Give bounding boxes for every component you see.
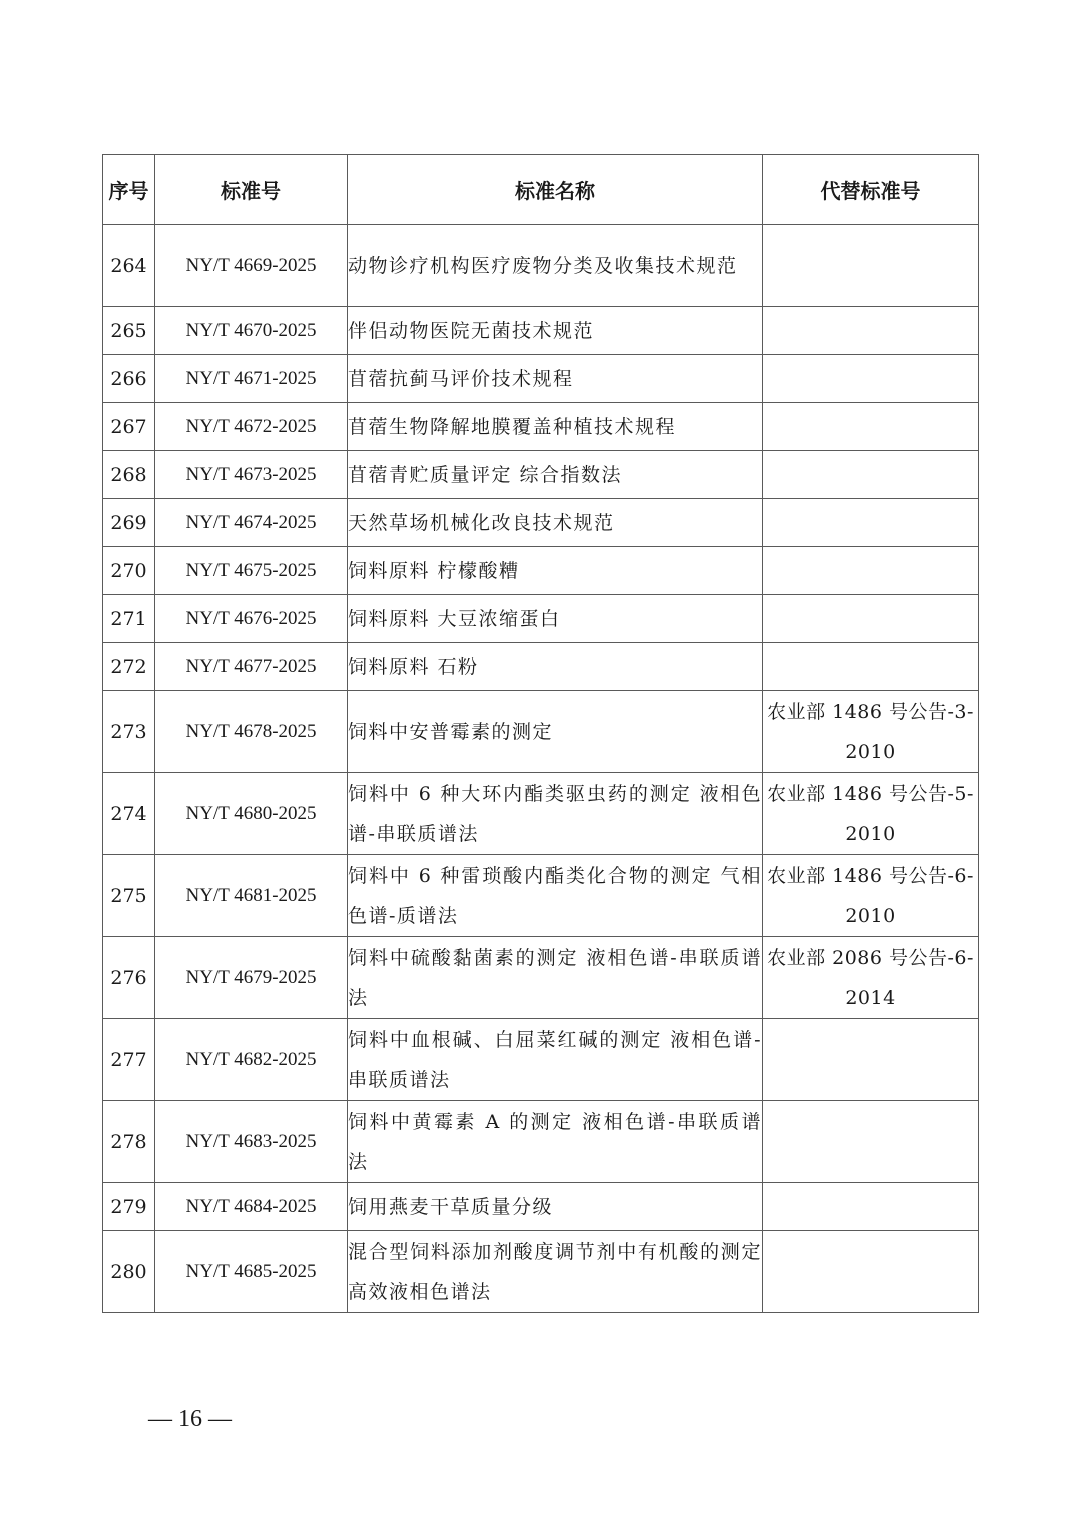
table-row [103,855,979,937]
cell-serial-no: 278 [103,1101,155,1183]
cell-replaced-standard [763,1019,979,1101]
cell-replaced-standard [763,1183,979,1231]
cell-standard-name: 饲料中血根碱、白屈菜红碱的测定 液相色谱-串联质谱法 [348,1019,763,1101]
cell-standard-code: NY/T 4680-2025 [155,773,348,855]
cell-standard-name: 苜蓿青贮质量评定 综合指数法 [348,451,763,499]
table-row [103,1231,979,1313]
cell-standard-code: NY/T 4678-2025 [155,691,348,773]
cell-standard-code: NY/T 4683-2025 [155,1101,348,1183]
cell-standard-code: NY/T 4679-2025 [155,937,348,1019]
cell-standard-name: 饲料中黄霉素 A 的测定 液相色谱-串联质谱法 [348,1101,763,1183]
cell-standard-code: NY/T 4676-2025 [155,595,348,643]
cell-serial-no: 274 [103,773,155,855]
cell-standard-name: 混合型饲料添加剂酸度调节剂中有机酸的测定 高效液相色谱法 [348,1231,763,1313]
table-row [103,307,979,355]
cell-serial-no: 272 [103,643,155,691]
cell-serial-no: 276 [103,937,155,1019]
cell-replaced-standard [763,1101,979,1183]
cell-standard-name: 饲料中 6 种雷琐酸内酯类化合物的测定 气相色谱-质谱法 [348,855,763,937]
table-row [103,451,979,499]
cell-replaced-standard [763,451,979,499]
cell-replaced-standard [763,1231,979,1313]
cell-replaced-standard [763,643,979,691]
cell-replaced-standard [763,307,979,355]
cell-standard-code: NY/T 4681-2025 [155,855,348,937]
cell-standard-name: 饲料中 6 种大环内酯类驱虫药的测定 液相色谱-串联质谱法 [348,773,763,855]
cell-standard-name: 饲用燕麦干草质量分级 [348,1183,763,1231]
cell-replaced-standard [763,403,979,451]
table-row [103,1183,979,1231]
cell-standard-code: NY/T 4685-2025 [155,1231,348,1313]
cell-serial-no: 269 [103,499,155,547]
cell-standard-name: 饲料原料 大豆浓缩蛋白 [348,595,763,643]
table-row [103,937,979,1019]
table-row [103,1019,979,1101]
cell-standard-name: 动物诊疗机构医疗废物分类及收集技术规范 [348,225,763,307]
cell-replaced-standard: 农业部 1486 号公告-3-2010 [763,691,979,773]
header-standard-name: 标准名称 [348,155,763,225]
cell-standard-name: 天然草场机械化改良技术规范 [348,499,763,547]
table-row [103,773,979,855]
table-row [103,595,979,643]
cell-standard-name: 饲料原料 柠檬酸糟 [348,547,763,595]
cell-standard-code: NY/T 4674-2025 [155,499,348,547]
cell-standard-code: NY/T 4675-2025 [155,547,348,595]
cell-serial-no: 266 [103,355,155,403]
cell-serial-no: 268 [103,451,155,499]
cell-serial-no: 273 [103,691,155,773]
header-standard-code: 标准号 [155,155,348,225]
cell-replaced-standard [763,355,979,403]
cell-standard-code: NY/T 4671-2025 [155,355,348,403]
cell-serial-no: 280 [103,1231,155,1313]
cell-serial-no: 270 [103,547,155,595]
cell-replaced-standard [763,547,979,595]
table-row [103,1101,979,1183]
table-row [103,403,979,451]
header-replaced-standard: 代替标准号 [763,155,979,225]
table-row [103,355,979,403]
cell-replaced-standard: 农业部 1486 号公告-5-2010 [763,773,979,855]
cell-standard-code: NY/T 4677-2025 [155,643,348,691]
cell-serial-no: 271 [103,595,155,643]
cell-standard-name: 饲料中安普霉素的测定 [348,691,763,773]
cell-serial-no: 264 [103,225,155,307]
cell-standard-name: 饲料原料 石粉 [348,643,763,691]
table-row [103,499,979,547]
cell-standard-code: NY/T 4684-2025 [155,1183,348,1231]
cell-standard-name: 伴侣动物医院无菌技术规范 [348,307,763,355]
cell-standard-name: 饲料中硫酸黏菌素的测定 液相色谱-串联质谱法 [348,937,763,1019]
standards-table [102,154,979,1313]
cell-standard-name: 苜蓿抗蓟马评价技术规程 [348,355,763,403]
cell-standard-code: NY/T 4669-2025 [155,225,348,307]
cell-serial-no: 275 [103,855,155,937]
cell-replaced-standard [763,595,979,643]
cell-serial-no: 265 [103,307,155,355]
cell-replaced-standard [763,499,979,547]
cell-replaced-standard: 农业部 1486 号公告-6-2010 [763,855,979,937]
cell-standard-code: NY/T 4682-2025 [155,1019,348,1101]
cell-serial-no: 279 [103,1183,155,1231]
table-header-row [103,155,979,225]
cell-replaced-standard: 农业部 2086 号公告-6-2014 [763,937,979,1019]
cell-replaced-standard [763,225,979,307]
page-number: — 16 — [148,1406,232,1432]
table-row [103,225,979,307]
table-row [103,547,979,595]
cell-standard-code: NY/T 4673-2025 [155,451,348,499]
cell-standard-name: 苜蓿生物降解地膜覆盖种植技术规程 [348,403,763,451]
cell-serial-no: 267 [103,403,155,451]
header-serial-no: 序号 [103,155,155,225]
cell-serial-no: 277 [103,1019,155,1101]
cell-standard-code: NY/T 4670-2025 [155,307,348,355]
table-row [103,691,979,773]
table-row [103,643,979,691]
cell-standard-code: NY/T 4672-2025 [155,403,348,451]
